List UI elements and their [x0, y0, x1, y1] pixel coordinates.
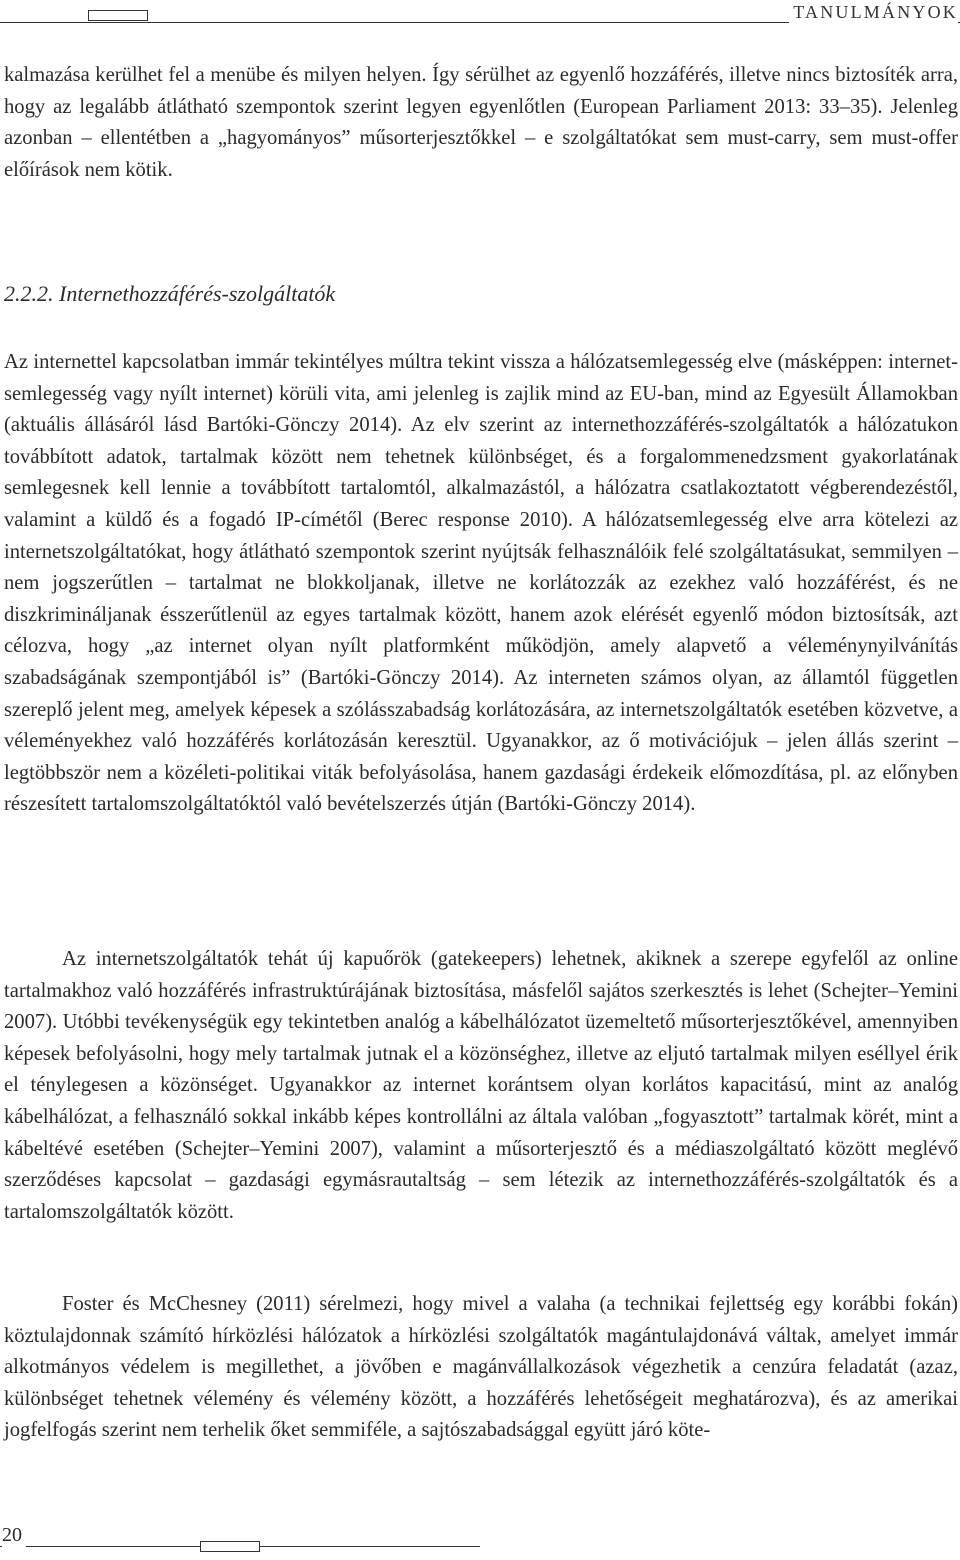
paragraph-1: kalmazása kerülhet fel a menübe és milyen helyen. Így sérülhet az egyenlő hozzáférés, illetve nincs biztosíték arra, hogy az legalább átlátható szempontok szerint legyen egyenlőtlen (European Parliament 2013: 33–35). Jelenleg azonban – ellentétben a „hagyományos” műsorterjesztőkkel – e szolgáltatókat sem must-carry, sem must-offer előírások nem kötik.: [4, 64, 958, 181]
running-head: TANULMÁNYOK: [789, 2, 958, 23]
paragraph-2: Az internettel kapcsolatban immár tekintélyes múltra tekint vissza a hálózatsemlegesség elve (másképpen: internet-semlegesség vagy nyílt internet) körüli vita, ami jelenleg is zajlik mind az EU-ban, mind az Egyesült Államokban (aktuális állásáról lásd Bartóki-Gönczy 2014). Az elv szerint az internethozzáférés-szolgáltatók a hálózatukon továbbított adatok, tartalmak között nem tehetnek különbséget, és a forgalommenedzsment gyakorlatának semlegesnek kell lennie a továbbított tartalomtól, alkalmazástól, a hálózatra csatlakoztatott végberendezéstől, valamint a küldő és a fogadó IP-címétől (Berec response 2010). A hálózatsemlegesség elve arra kötelezi az internetszolgáltatókat, hogy átlátható szempontok szerint nyújtsák felhasználóik felé szolgáltatásukat, semmilyen – nem jogszerűtlen – tartalmat ne blokkoljanak, illetve ne korlátozzák az ezekhez való hozzáférést, és ne diszkrimináljanak ésszerűtlenül az egyes tartalmak között, hanem azok elérését egyenlő módon biztosítsák, azt célozva, hogy „az internet olyan nyílt platformként működjön, amely alapvető a véleménynyilvánítás szabadságának szempontjából is” (Bartóki-Gönczy 2014). Az interneten számos olyan, az államtól független szereplő jelent meg, amelyek képesek a szólásszabadság korlátozására, az internetszolgáltatók esetében közvetve, a véleményekhez való hozzáférés korlátozásán keresztül. Ugyanakkor, az ő motivációjuk – jelen állás szerint – legtöbbször nem a közéleti-politikai viták befolyásolása, hanem gazdasági érdekeik előmozdítása, pl. az előnyben részesített tartalomszolgáltatóktól való bevételszerzés útján (Bartóki-Gönczy 2014).: [4, 351, 958, 816]
paragraph-3: Az internetszolgáltatók tehát új kapuőrök (gatekeepers) lehetnek, akiknek a szerepe egyfelől az online tartalmakhoz való hozzáférés infrastruktúrájának biztosítása, másfelől sajátos szerkesztés is lehet (Schejter–Yemini 2007). Utóbbi tevékenységük egy tekintetben analóg a kábelhálózatot üzemeltető műsorterjesztőkével, amennyiben képesek befolyásolni, hogy mely tartalmak jutnak el a közönséghez, illetve az eljutó tartalmak milyen eséllyel érik el ténylegesen a közönséget. Ugyanakkor az internet korántsem olyan korlátos kapacitású, mint az analóg kábelhálózat, a felhasználó sokkal inkább képes kontrollálni az általa valóban „fogyasztott” tartalmak körét, mint a kábeltévé esetében (Schejter–Yemini 2007), valamint a műsorterjesztő és a médiaszolgáltató között meglévő szerződéses kapcsolat – gazdasági egymásrautaltság – sem létezik az internethozzáférés-szolgáltatók és a tartalomszolgáltatók között.: [4, 948, 958, 1223]
paragraph-4: Foster és McChesney (2011) sérelmezi, hogy mivel a valaha (a technikai fejlettség egy korábbi fokán) köztulajdonnak számító hírközlési hálózatok a hírközlési szolgáltatók magántulajdonává váltak, amelyet immár alkotmányos védelem is megillethet, a jövőben e magánvállalkozások végezhetik a cenzúra feladatát (azaz, különbséget tehetnek vélemény és vélemény között, a hozzáférés lehetőségeit meghatározva), és az amerikai jogfelfogás szerint nem terhelik őket semmiféle, a sajtószabadsággal együtt járó köte-: [4, 1293, 958, 1442]
section-heading: 2.2.2. Internethozzáférés-szolgáltatók: [4, 281, 336, 306]
page-number: 20: [2, 1524, 26, 1547]
header-ornament-box: [88, 10, 148, 21]
footer-ornament-box: [200, 1541, 260, 1552]
